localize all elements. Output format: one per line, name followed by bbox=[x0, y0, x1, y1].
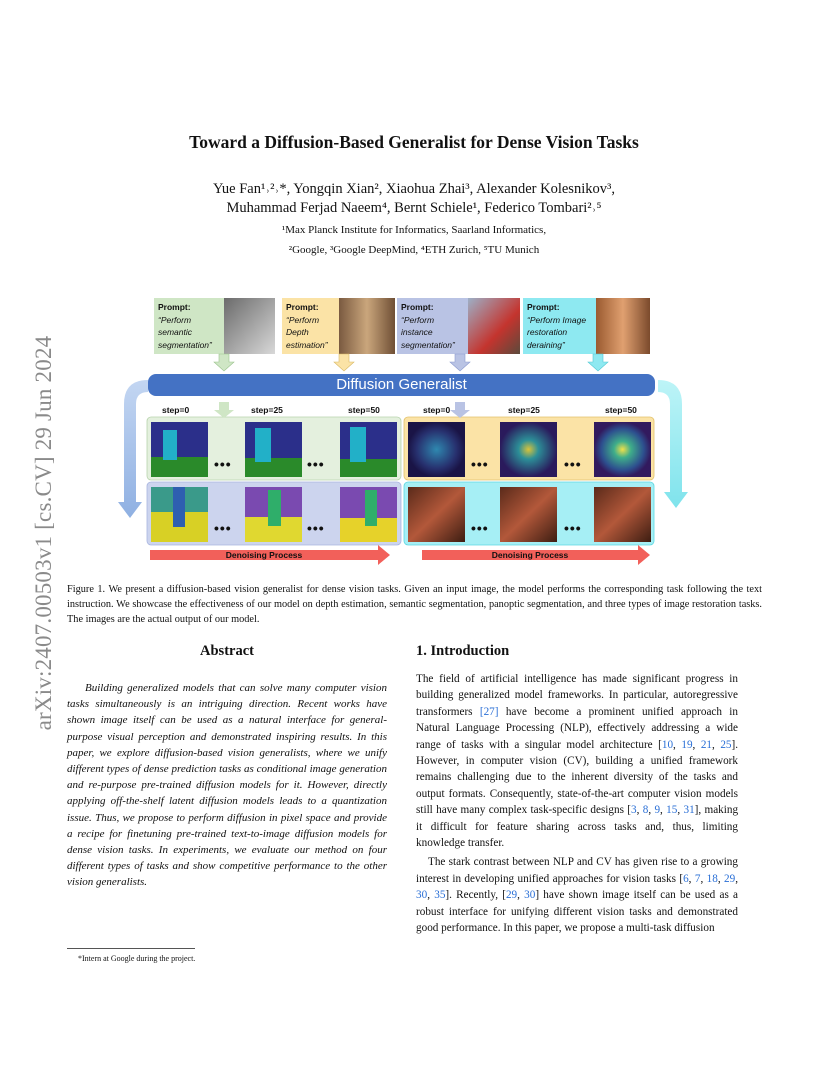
intro-paragraph-1 bbox=[416, 671, 738, 851]
author-list bbox=[0, 180, 828, 218]
prompt-arrow-instance bbox=[450, 354, 470, 371]
prompt-text-segmentation bbox=[154, 298, 226, 354]
denoising-label-right: Denoising Process bbox=[491, 550, 569, 560]
seg-depth-tiles bbox=[151, 422, 397, 477]
prompt-3: “Perform instance segmentation” bbox=[401, 314, 455, 350]
intro-text-run: ]. However, in computer vision (CV), building a unified framework remains challenging due to the inherent diversity of the tasks and output formats. Consequently, state-of-the-art computer vision models still have many complex task-specific designs [ bbox=[416, 738, 739, 817]
intro-text-run: , bbox=[692, 738, 701, 751]
step-label-depth-25: step=25 bbox=[508, 405, 540, 415]
ellipsis-6: ••• bbox=[307, 520, 325, 536]
footnote-rule bbox=[67, 948, 195, 949]
figure-caption: Figure 1. We present a diffusion-based vision generalist for dense vision tasks. Given an input image, the model performs the corresponding task following the text instruction. We showcase the effectiveness of our model on depth estimation, semantic segmentation, panoptic segmentation, and three types of image restoration tasks. The images are the actual output of our model. bbox=[67, 584, 762, 625]
introduction-heading: 1. Introduction bbox=[416, 643, 510, 659]
prompt-text-instance bbox=[397, 298, 471, 354]
intro-text-run: , bbox=[517, 889, 525, 902]
affiliation-line-2: ²Google, ³Google DeepMind, ⁴ETH Zurich, ⁵TU Munich bbox=[288, 244, 540, 256]
paper-title: Toward a Diffusion-Based Generalist for Dense Vision Tasks bbox=[189, 132, 639, 152]
intro-text-run: , bbox=[648, 804, 655, 817]
figure-1 bbox=[118, 292, 688, 567]
prompt-arrow-deraining bbox=[588, 354, 608, 371]
ellipsis-7: ••• bbox=[471, 520, 489, 536]
prompt-heading-3: Prompt: bbox=[401, 302, 434, 312]
prompt-image-instance bbox=[468, 298, 520, 354]
step-label-seg-0: step=0 bbox=[162, 405, 190, 415]
depth-tiles bbox=[408, 422, 651, 477]
prompt-2: “Perform Depth estimation” bbox=[286, 314, 328, 350]
citation-link[interactable]: 7 bbox=[694, 872, 701, 885]
intro-text-run: , bbox=[688, 872, 695, 885]
citation-link[interactable]: 30 bbox=[524, 889, 536, 902]
intro-paragraph-2 bbox=[416, 854, 738, 936]
denoising-label-left: Denoising Process bbox=[225, 550, 303, 560]
citation-link[interactable]: 29 bbox=[505, 889, 518, 902]
abstract-text: Building generalized models that can solve many computer vision tasks simultaneously is an intriguing direction. Recent works have shown image itself can be used as a natural interface for general-purpose visual perception and demonstrated inspiring results. In this paper, we explore diffusion-based vision generalists, where we unify different types of dense prediction tasks as conditional image generation and re-purpose pre-trained diffusion models for it. However, directly applying off-the-shelf latent diffusion models leads to a quantization issue. Thus, we propose to perform diffusion in pixel space and provide a recipe for finetuning pre-trained text-to-image diffusion models for dense vision tasks. In experiments, we evaluate our method on four different types of tasks and show competitive performance to the other vision generalists. bbox=[67, 682, 387, 889]
author-line-2: Muhammad Ferjad Naeem⁴, Bernt Schiele¹, Federico Tombari²˒⁵ bbox=[226, 200, 602, 216]
citation-link[interactable]: [27] bbox=[479, 705, 499, 718]
diffusion-generalist-label: Diffusion Generalist bbox=[336, 376, 467, 393]
prompt-1: “Perform semantic segmentation” bbox=[158, 314, 212, 350]
citation-link[interactable]: 21 bbox=[700, 738, 713, 751]
arxiv-identifier-text: arXiv:2407.00503v1 [cs.CV] 29 Jun 2024 bbox=[31, 335, 56, 731]
left-loop-arrow bbox=[118, 380, 148, 518]
ellipsis-8: ••• bbox=[564, 520, 582, 536]
right-loop-arrow bbox=[658, 380, 688, 508]
citation-link[interactable]: 3 bbox=[631, 804, 637, 817]
introduction-body bbox=[416, 671, 738, 937]
intro-text-run: , bbox=[427, 889, 435, 902]
step-label-depth-50: step=50 bbox=[605, 405, 637, 415]
prompt-image-segmentation bbox=[224, 298, 275, 354]
prompt-heading-4: Prompt: bbox=[527, 302, 560, 312]
intro-text-run: ], making it difficult for feature sharing across tasks and, thus, limiting knowledge transfer. bbox=[416, 804, 739, 850]
step-label-seg-25: step=25 bbox=[251, 405, 283, 415]
citation-link[interactable]: 18 bbox=[706, 872, 718, 885]
intro-text-run: , bbox=[712, 738, 721, 751]
ellipsis-1: ••• bbox=[214, 456, 232, 472]
citation-link[interactable]: 8 bbox=[642, 804, 649, 817]
citation-link[interactable]: 15 bbox=[666, 804, 678, 817]
citation-link[interactable]: 19 bbox=[681, 738, 693, 751]
arxiv-identifier bbox=[14, 298, 74, 768]
intro-text-run: , bbox=[636, 804, 643, 817]
citation-link[interactable]: 35 bbox=[434, 889, 446, 902]
prompt-heading-2: Prompt: bbox=[286, 302, 319, 312]
step-arrow-seg bbox=[214, 402, 234, 418]
intro-text-run: The stark contrast between NLP and CV has given rise to a growing interest in developing unified approaches for vision tasks [ bbox=[416, 856, 738, 885]
step-label-depth-0: step=0 bbox=[423, 405, 451, 415]
intro-text-run: , bbox=[677, 804, 684, 817]
citation-link[interactable]: 31 bbox=[683, 804, 695, 817]
intro-text-run: The field of artificial intelligence has made significant progress in building generalized model frameworks. In particular, autoregressive transformers bbox=[416, 673, 738, 718]
intro-text-run: , bbox=[673, 738, 682, 751]
abstract-heading: Abstract bbox=[200, 643, 254, 659]
citation-link[interactable]: 10 bbox=[661, 738, 674, 751]
affiliations bbox=[0, 220, 828, 260]
citation-link[interactable]: 6 bbox=[683, 872, 689, 885]
prompt-text-deraining bbox=[523, 298, 598, 354]
intro-text-run: , bbox=[700, 872, 707, 885]
citation-link[interactable]: 9 bbox=[654, 804, 661, 817]
affiliation-line-1: ¹Max Planck Institute for Informatics, Saarland Informatics, bbox=[281, 224, 547, 236]
prompt-heading-1: Prompt: bbox=[158, 302, 191, 312]
intro-text-run: ] have shown image itself can be used as a robust interface for unifying different vision tasks and demonstrated good performance. In this paper, we propose a multi-task diffusion bbox=[416, 889, 739, 935]
prompt-image-depth bbox=[339, 298, 395, 354]
intro-text-run: , bbox=[717, 872, 725, 885]
citation-link[interactable]: 25 bbox=[720, 738, 732, 751]
step-arrow-depth bbox=[450, 402, 470, 418]
citation-link[interactable]: 29 bbox=[724, 872, 736, 885]
step-label-seg-50: step=50 bbox=[348, 405, 380, 415]
citation-link[interactable]: 30 bbox=[416, 889, 428, 902]
ellipsis-2: ••• bbox=[307, 456, 325, 472]
prompt-arrow-depth bbox=[334, 354, 354, 371]
prompt-image-deraining bbox=[596, 298, 650, 354]
author-line-1: Yue Fan¹˒²˒*, Yongqin Xian², Xiaohua Zhai³, Alexander Kolesnikov³, bbox=[213, 181, 615, 197]
prompt-4: “Perform Image restoration deraining” bbox=[527, 314, 587, 350]
prompt-arrows bbox=[214, 354, 234, 371]
ellipsis-3: ••• bbox=[471, 456, 489, 472]
intro-text-run: , bbox=[660, 804, 667, 817]
instance-tiles bbox=[151, 487, 397, 542]
intro-text-run: ]. Recently, [ bbox=[445, 889, 506, 902]
prompt-text-depth bbox=[282, 298, 342, 354]
intro-text-run: , bbox=[735, 872, 739, 885]
ellipsis-5: ••• bbox=[214, 520, 232, 536]
ellipsis-4: ••• bbox=[564, 456, 582, 472]
restoration-tiles bbox=[408, 487, 651, 542]
footnote: *Intern at Google during the project. bbox=[78, 954, 196, 963]
intro-text-run: have become a prominent unified approach in Natural Language Processing (NLP), effectively addressing a wide range of tasks with a singular model architecture [ bbox=[416, 705, 738, 751]
